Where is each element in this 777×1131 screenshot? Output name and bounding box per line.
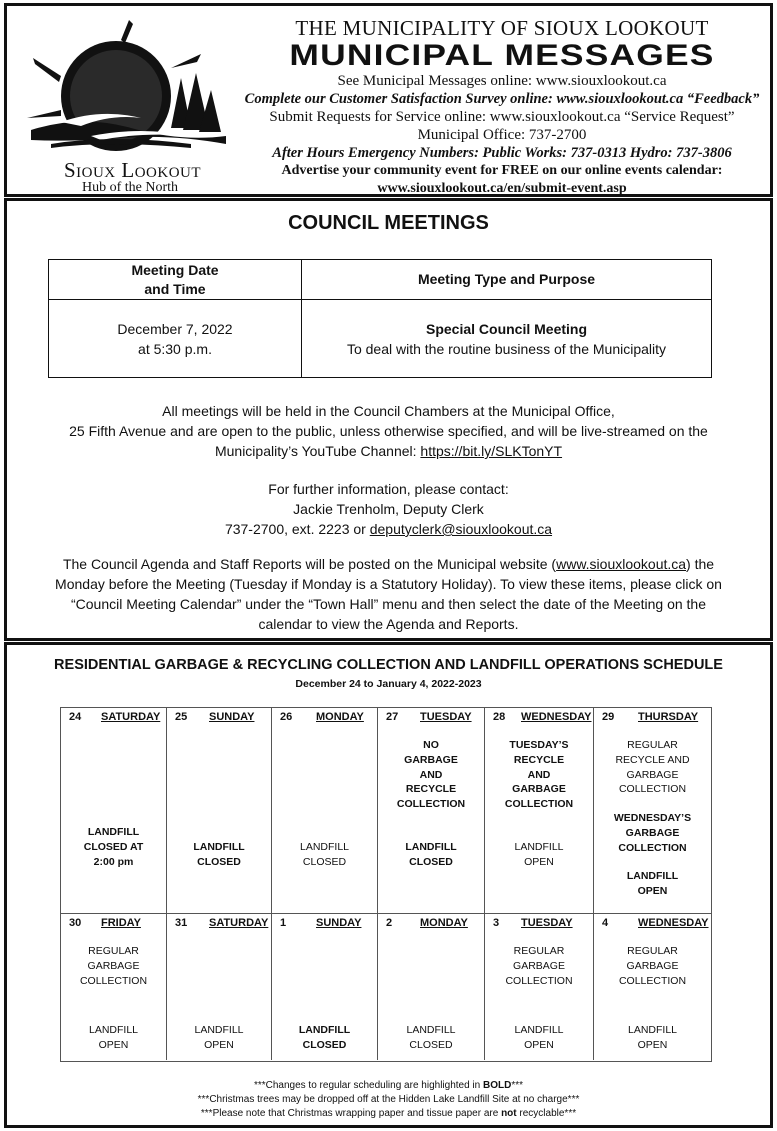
- landfill-status: LANDFILL CLOSED: [298, 1024, 351, 1051]
- landfill-status: LANDFILL OPEN: [514, 1024, 564, 1051]
- council-heading: COUNCIL MEETINGS: [288, 212, 489, 234]
- schedule-footnote-trees: ***Christmas trees may be dropped off at the Hidden Lake Landfill Site at no charge***: [197, 1094, 580, 1105]
- schedule-day-cell: [167, 914, 272, 1060]
- municipality-name: THE MUNICIPALITY OF SIOUX LOOKOUT: [295, 16, 709, 40]
- municipal-website-link[interactable]: www.siouxlookout.ca: [556, 556, 687, 572]
- collection-note-secondary: WEDNESDAY’S GARBAGE COLLECTION: [613, 812, 692, 854]
- meeting-date-cell: December 7, 2022 at 5:30 p.m.: [49, 300, 302, 378]
- meeting-table-header-row: [49, 260, 712, 300]
- landfill-status: LANDFILL CLOSED: [193, 841, 245, 868]
- agenda-info: The Council Agenda and Staff Reports will be posted on the Municipal website (www.siouxlookout.ca) the Monday before the Meeting (Tuesday if Monday is a Statutory Holiday). To view these items, please click on “Council Meeting Calendar” under the “Town Hall” menu and then select the date of the Meeting on the calendar to view the Agenda and Reports.: [55, 556, 722, 632]
- schedule-date-range: December 24 to January 4, 2022-2023: [295, 678, 482, 690]
- day-number: 25: [175, 711, 188, 723]
- schedule-day-cell: [594, 708, 711, 914]
- schedule-day-cell: [378, 914, 485, 1060]
- schedule-footnote-bold: ***Changes to regular scheduling are highlighted in BOLD***: [253, 1080, 524, 1091]
- schedule-day-cell: [378, 708, 485, 914]
- day-name: FRIDAY: [101, 917, 141, 929]
- collection-note: REGULAR RECYCLE AND GARBAGE COLLECTION: [615, 739, 690, 796]
- collection-note: REGULAR GARBAGE COLLECTION: [505, 945, 573, 987]
- landfill-status: LANDFILL CLOSED: [299, 841, 350, 868]
- landfill-status: LANDFILL OPEN: [194, 1024, 244, 1051]
- contact-name: Jackie Trenholm, Deputy Clerk: [293, 501, 484, 517]
- meeting-location-text: All meetings will be held in the Council Chambers at the Municipal Office, 25 Fifth Avenue and are open to the public, unless otherwise specified, and will be live-streamed on the Municipality’s YouTube Channel: https://bit.ly/SLKTonYT: [69, 403, 708, 459]
- advertise-line: Advertise your community event for FREE on our online events calendar:: [281, 163, 723, 178]
- meeting-purpose: To deal with the routine business of the Municipality: [346, 340, 667, 357]
- schedule-day-cell: [272, 708, 378, 914]
- collection-schedule-section: [4, 642, 773, 1128]
- schedule-calendar-grid: [60, 707, 712, 1062]
- survey-line: Complete our Customer Satisfaction Survey online: www.siouxlookout.ca “Feedback”: [244, 91, 760, 107]
- day-number: 26: [280, 711, 293, 723]
- council-meetings-section: [4, 198, 773, 641]
- day-name: TUESDAY: [521, 917, 573, 929]
- day-name: SUNDAY: [209, 711, 255, 723]
- day-number: 31: [175, 917, 188, 929]
- landfill-status: LANDFILL CLOSED: [406, 1024, 456, 1051]
- day-name: MONDAY: [316, 711, 364, 723]
- collection-note: TUESDAY’S RECYCLE AND GARBAGE COLLECTION: [504, 739, 574, 811]
- day-number: 29: [602, 711, 615, 723]
- meeting-date-header: Meeting Date and Time: [49, 260, 302, 300]
- landfill-status: LANDFILL CLOSED AT 2:00 pm: [83, 826, 144, 868]
- collection-note: REGULAR GARBAGE COLLECTION: [79, 945, 148, 987]
- meeting-type-cell: [302, 300, 712, 378]
- logo-tagline: Hub of the North: [81, 180, 179, 195]
- meeting-type-header: Meeting Type and Purpose: [302, 260, 712, 300]
- youtube-channel-link[interactable]: https://bit.ly/SLKTonYT: [420, 443, 563, 459]
- schedule-day-cell: [485, 708, 594, 914]
- day-name: THURSDAY: [638, 711, 699, 723]
- meeting-table: [48, 259, 712, 378]
- meeting-type: Special Council Meeting: [425, 320, 588, 337]
- deputy-clerk-email-link[interactable]: deputyclerk@siouxlookout.ca: [369, 521, 553, 537]
- emergency-numbers-line: After Hours Emergency Numbers: Public Works: 737-0313 Hydro: 737-3806: [272, 145, 732, 161]
- day-name: MONDAY: [420, 917, 468, 929]
- collection-note: REGULAR GARBAGE COLLECTION: [618, 945, 687, 987]
- day-number: 4: [602, 917, 609, 929]
- header-text-block: [232, 16, 772, 198]
- schedule-footnote-wrapping: ***Please note that Christmas wrapping paper and tissue paper are not recyclable***: [200, 1108, 577, 1119]
- day-name: SUNDAY: [316, 917, 362, 929]
- contact-info: For further information, please contact: Jackie Trenholm, Deputy Clerk 737-2700, ext. 2223 or deputyclerk@siouxlookout.ca: [27, 479, 750, 539]
- day-number: 3: [493, 917, 500, 929]
- day-number: 24: [69, 711, 82, 723]
- day-number: 28: [493, 711, 506, 723]
- page-title: MUNICIPAL MESSAGES: [289, 39, 715, 72]
- day-name: SATURDAY: [209, 917, 269, 929]
- schedule-day-cell: [61, 914, 167, 1060]
- day-number: 30: [69, 917, 82, 929]
- collection-note: NO GARBAGE AND RECYCLE COLLECTION: [396, 739, 466, 811]
- online-line: See Municipal Messages online: www.siouxlookout.ca: [337, 73, 667, 89]
- logo-emblem-icon: [21, 18, 226, 158]
- day-name: WEDNESDAY: [521, 711, 592, 723]
- schedule-day-cell: [485, 914, 594, 1060]
- day-name: TUESDAY: [420, 711, 472, 723]
- landfill-status: LANDFILL OPEN: [627, 1024, 678, 1051]
- logo-name: Sioux Lookout: [63, 158, 202, 182]
- landfill-status: LANDFILL OPEN: [514, 841, 564, 868]
- day-number: 2: [386, 917, 393, 929]
- day-name: WEDNESDAY: [638, 917, 709, 929]
- service-request-line: Submit Requests for Service online: www.siouxlookout.ca “Service Request”: [269, 109, 735, 125]
- landfill-status: LANDFILL OPEN: [626, 870, 679, 897]
- schedule-day-cell: [61, 708, 167, 914]
- submit-event-url[interactable]: www.siouxlookout.ca/en/submit-event.asp: [377, 181, 627, 196]
- day-number: 27: [386, 711, 399, 723]
- schedule-day-cell: [594, 914, 711, 1060]
- schedule-heading: RESIDENTIAL GARBAGE & RECYCLING COLLECTION AND LANDFILL OPERATIONS SCHEDULE: [54, 657, 723, 673]
- schedule-day-cell: [272, 914, 378, 1060]
- day-number: 1: [280, 917, 287, 929]
- municipal-messages-header: [4, 3, 773, 197]
- table-row: [49, 300, 712, 378]
- landfill-status: LANDFILL OPEN: [88, 1024, 139, 1051]
- schedule-day-cell: [167, 708, 272, 914]
- office-phone-line: Municipal Office: 737-2700: [417, 127, 587, 143]
- day-name: SATURDAY: [101, 711, 161, 723]
- landfill-status: LANDFILL CLOSED: [405, 841, 457, 868]
